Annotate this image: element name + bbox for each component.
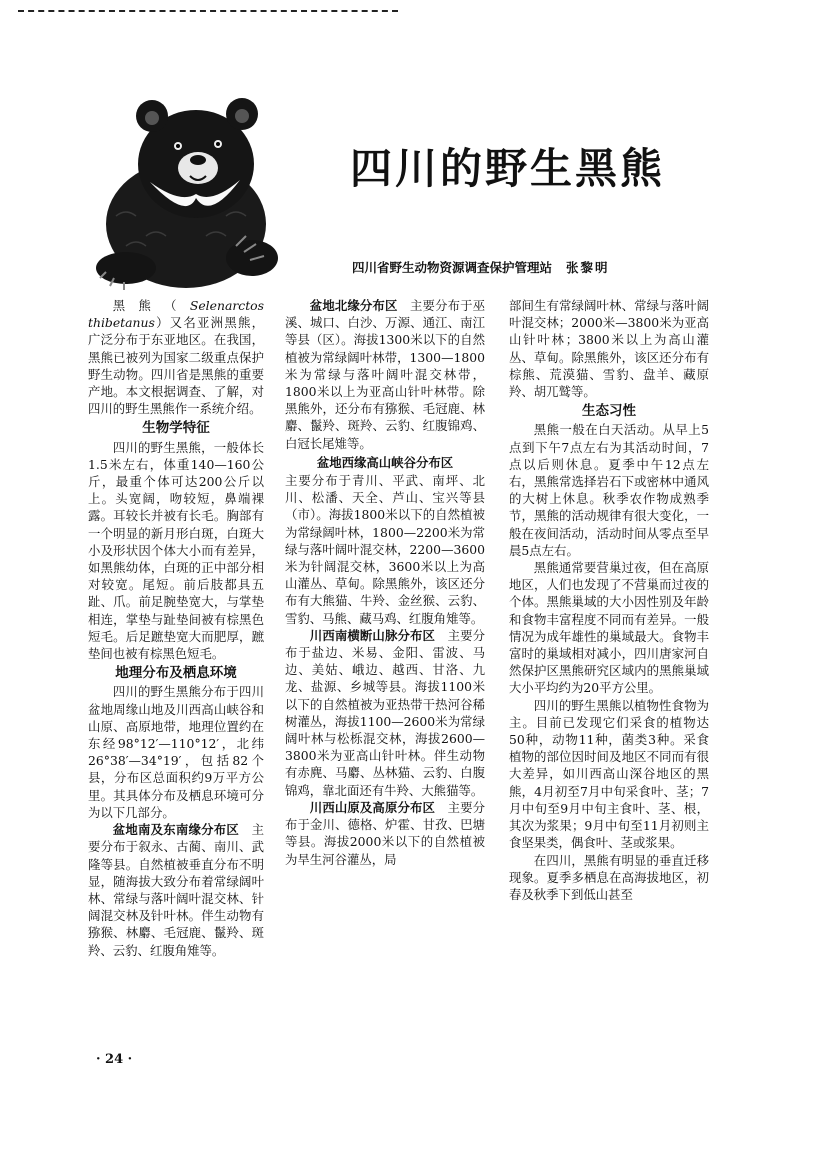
subsection-text: 主要分布于金川、德格、炉霍、甘孜、巴塘等县。海拔2000米以下的自然植被为旱生河谷灌丛，局 bbox=[285, 799, 486, 867]
subsection-title: 盆地北缘分布区 bbox=[309, 298, 398, 313]
author-name: 张黎明 bbox=[566, 260, 610, 275]
subsection-south-southeast bbox=[88, 821, 264, 959]
subsection-text: 主要分布于叙永、古蔺、南川、武隆等县。自然植被垂直分布不明显，随海拔大致分布着常绿阔叶林、常绿与落叶阔叶混交林、针阔混交林及针叶林。伴生动物有猕猴、林麝、毛冠鹿、鬣羚、斑羚、云豹、红腹角雉等。 bbox=[88, 822, 265, 958]
ecology-paragraph-1: 黑熊一般在白天活动。从早上5点到下午7点左右为其活动时间，7点以后则休息。夏季中午12点左右，黑熊常选择岩石下或密林中通风的大树上休息。秋季农作物成熟季节，黑熊的活动规律有很大变化，一般在夜间活动，活动时间从零点至早晨5点左右。 bbox=[509, 422, 709, 558]
section-heading-ecology: 生态习性 bbox=[582, 403, 636, 420]
subsection-plateau bbox=[285, 799, 485, 868]
intro-text-b: ）又名亚洲黑熊，广泛分布于东亚地区。在我国，黑熊已被列为国家二级重点保护野生动物。四川省是黑熊的重要产地。本文根据调查、了解，对四川的野生黑熊作一系统介绍。 bbox=[88, 315, 264, 417]
column-3 bbox=[509, 297, 709, 903]
byline bbox=[352, 258, 610, 276]
ecology-paragraph-4: 在四川，黑熊有明显的垂直迁移现象。夏季多栖息在高海拔地区，初春及秋季下到低山甚至 bbox=[509, 852, 709, 902]
article-title: 四川的野生黑熊 bbox=[350, 144, 666, 193]
continued-paragraph: 部间生有常绿阔叶林、常绿与落叶阔叶混交林；2000米—3800米为亚高山针叶林；3800米以上为高山灌丛、草甸。除黑熊外，该区还分布有棕熊、荒漠猫、雪豹、盘羊、藏原羚、胡兀鹫等。 bbox=[509, 298, 709, 400]
subsection-title: 川西南横断山脉分布区 bbox=[309, 627, 436, 643]
distribution-paragraph: 四川的野生黑熊分布于四川盆地周缘山地及川西高山峡谷和山原、高原地带，地理位置约在东经98°12′—110°12′，北纬26°38′—34°19′，包括82个县，分布区总面积约9万平方公里。其具体分布及栖息环境可分为以下几部分。 bbox=[88, 684, 264, 820]
page-number: · 24 · bbox=[96, 1052, 133, 1067]
column-2 bbox=[285, 297, 485, 868]
subsection-north bbox=[285, 297, 485, 452]
subsection-southwest bbox=[285, 627, 485, 799]
subsection-title: 盆地西缘高山峡谷分布区 bbox=[316, 454, 454, 470]
subsection-text: 主要分布于盐边、米易、金阳、雷波、马边、美姑、峨边、越西、甘洛、九龙、盐源、乡城等县。海拔1100米以下的自然植被为亚热带干热河谷稀树灌丛，海拔1100—2600米为常绿阔叶林与松栎混交林，海拔2600—3800米为亚高山针叶林。伴生动物有赤麂、马麝、丛林猫、云豹、白腹锦鸡，靠北面还有牛羚、大熊猫等。 bbox=[285, 627, 486, 798]
section-heading-biology: 生物学特征 bbox=[142, 420, 210, 437]
section-heading-distribution: 地理分布及栖息环境 bbox=[115, 665, 237, 682]
header-rule bbox=[18, 10, 398, 12]
ecology-paragraph-2: 黑熊通常要营巢过夜，但在高原地区，人们也发现了不营巢而过夜的个体。黑熊巢域的大小因性别及年龄和食物丰富程度不同而有差异。一般情况为成年雄性的巢域最大。食物丰富时的巢域相对减小，四川唐家河自然保护区黑熊研究区域内的黑熊巢域大小平均约为20平方公里。 bbox=[509, 560, 709, 696]
subsection-title: 盆地南及东南缘分布区 bbox=[112, 822, 239, 838]
biology-paragraph: 四川的野生黑熊，一般体长1.5米左右，体重140—160公斤，最重个体可达200公斤以上。头宽阔，吻较短，鼻端裸露。耳较长并被有长毛。胸部有一个明显的新月形白斑，白斑大小及形状因个体大小而有差异，如黑熊幼体，白斑的正中部分相对较宽。尾短。前后肢都具五趾、爪。前足腕垫宽大，与掌垫相连，掌垫与趾垫间被有棕黑色短毛。后足蹠垫宽大而肥厚，蹠垫间也被有棕黑色短毛。 bbox=[88, 439, 264, 662]
author-organization: 四川省野生动物资源调查保护管理站 bbox=[352, 260, 553, 275]
intro-paragraph bbox=[88, 297, 264, 417]
ecology-paragraph-3: 四川的野生黑熊以植物性食物为主。目前已发现它们采食的植物达50种，动物11种，菌类3种。采食植物的部位因时间及地区不同而有很大差异，如川西高山深谷地区的黑熊，4月初至7月中旬采食叶、茎；7月中旬至9月中旬主食叶、茎、根，其次为浆果；9月中旬至11月初则主食坚果类，偶食叶、茎或浆果。 bbox=[509, 697, 709, 851]
intro-text-a: 黑熊（ bbox=[112, 298, 190, 313]
subsection-text: 主要分布于巫溪、城口、白沙、万源、通江、南江等县（区）。海拔1300米以下的自然植被为常绿阔叶林带，1300—1800米为常绿与落叶阔叶混交林带，1800米以上为亚高山针叶林带。除黑熊外，还分布有猕猴、毛冠鹿、林麝、鬣羚、斑羚、云豹、红腹锦鸡、白冠长尾雉等。 bbox=[285, 298, 486, 451]
subsection-west-text: 主要分布于青川、平武、南坪、北川、松潘、天全、芦山、宝兴等县（市）。海拔1800米以下的自然植被为常绿阔叶林，1800—2200米为常绿与落叶阔叶混交林，2200—3600米为针阔混交林，3600米以上为高山灌丛、草甸。除黑熊外，该区还分布有大熊猫、牛羚、金丝猴、云豹、雪豹、马熊、藏马鸡、红腹角雉等。 bbox=[285, 473, 485, 626]
subsection-title: 川西山原及高原分布区 bbox=[309, 799, 436, 815]
column-1 bbox=[88, 297, 264, 959]
black-bear-illustration bbox=[86, 96, 286, 296]
latin-name: Selenarctos thibetanus bbox=[88, 298, 264, 331]
